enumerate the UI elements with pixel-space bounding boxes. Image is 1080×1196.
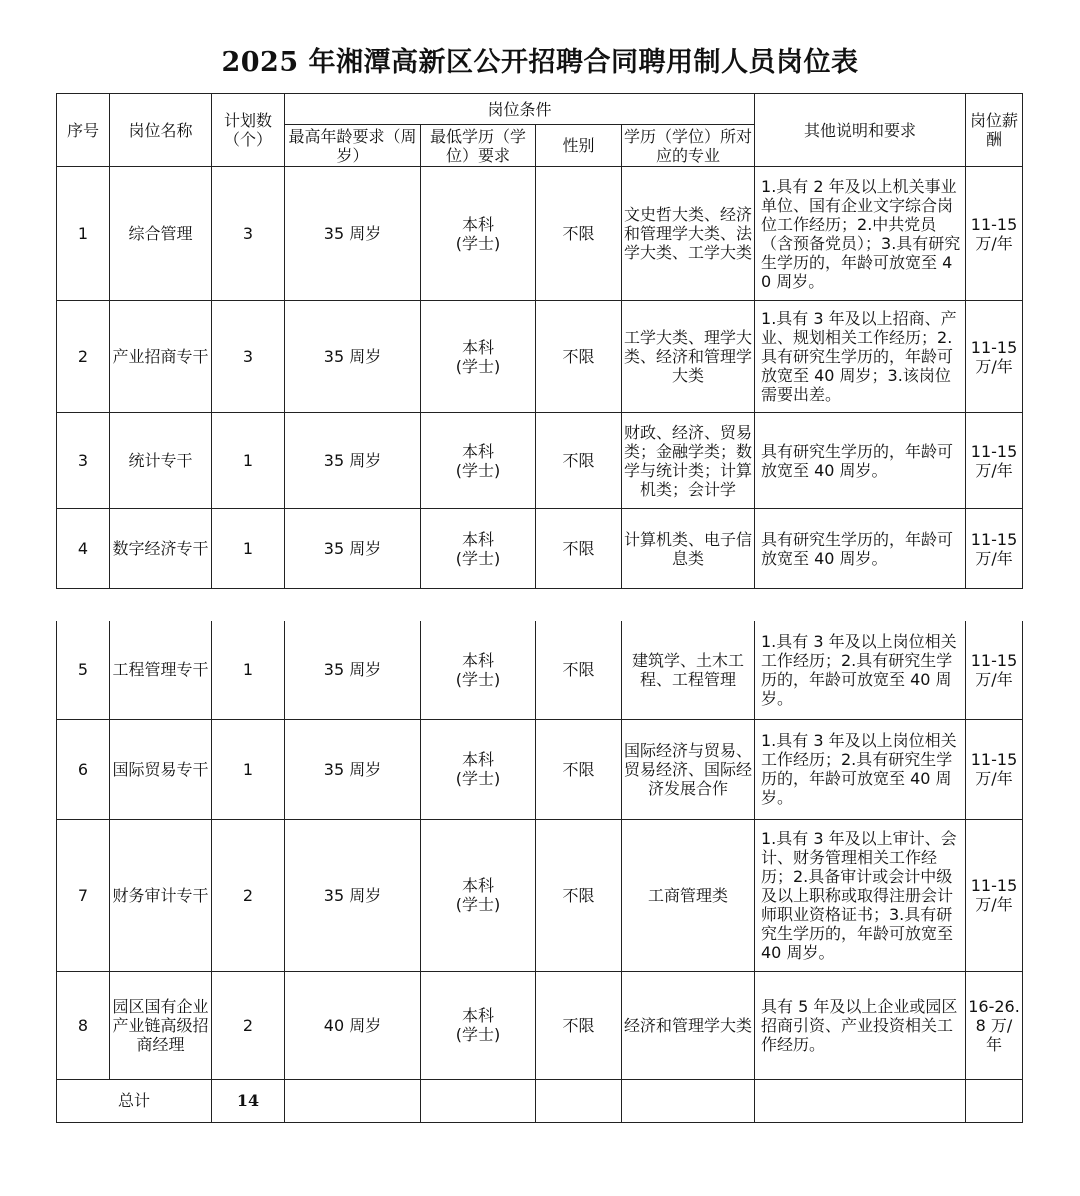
- header-position: 岗位名称: [110, 94, 212, 167]
- row-edu: [421, 167, 536, 301]
- row-edu: [421, 509, 536, 589]
- row-edu-title: (学士): [455, 895, 501, 914]
- row-major: 财政、经济、贸易类；金融学类；数学与统计类；计算机类；会计学: [622, 413, 755, 509]
- positions-table-bottom: [56, 621, 1023, 1123]
- row-edu-degree: 本科: [461, 214, 494, 234]
- total-empty-cell: [421, 1079, 536, 1122]
- row-edu: [421, 301, 536, 413]
- row-other: 1.具有 3 年及以上岗位相关工作经历；2.具有研究生学历的，年龄可放宽至 40 周岁。: [755, 719, 966, 819]
- row-plan: 3: [212, 167, 285, 301]
- row-plan: 2: [212, 971, 285, 1079]
- header-edu: 最低学历（学位）要求: [421, 125, 536, 167]
- row-position: 数字经济专干: [110, 509, 212, 589]
- row-salary: 11-15 万/年: [966, 819, 1023, 971]
- row-edu-title: (学士): [455, 460, 501, 480]
- row-edu-title: (学士): [455, 669, 501, 689]
- row-salary: 11-15 万/年: [966, 413, 1023, 509]
- row-major: 计算机类、电子信息类: [622, 509, 755, 589]
- row-other: 1.具有 3 年及以上招商、产业、规划相关工作经历；2.具有研究生学历的，年龄可放宽至 40 周岁；3.该岗位需要出差。: [755, 301, 966, 413]
- header-conditions: 岗位条件: [285, 94, 755, 125]
- row-age: 35 周岁: [285, 719, 421, 819]
- row-position: 综合管理: [110, 167, 212, 301]
- row-edu: [421, 621, 536, 719]
- row-edu-title: (学士): [455, 356, 501, 376]
- total-empty-cell: [536, 1079, 622, 1122]
- row-edu: [421, 413, 536, 509]
- row-age: 35 周岁: [285, 167, 421, 301]
- row-plan: 1: [212, 509, 285, 589]
- row-age: 35 周岁: [285, 413, 421, 509]
- row-gender: 不限: [536, 971, 622, 1079]
- header-plan: 计划数（个）: [212, 94, 285, 167]
- row-plan: 1: [212, 719, 285, 819]
- row-edu-degree: 本科: [461, 876, 494, 895]
- row-other: 1.具有 3 年及以上审计、会计、财务管理相关工作经历；2.具备审计或会计中级及以上职称或取得注册会计师职业资格证书；3.具有研究生学历的，年龄可放宽至 40 周岁。: [755, 819, 966, 971]
- row-position: 工程管理专干: [110, 621, 212, 719]
- table-row: [57, 509, 1023, 589]
- row-edu-degree: 本科: [461, 750, 494, 769]
- row-seq: 1: [57, 167, 110, 301]
- total-empty-cell: [285, 1079, 421, 1122]
- table-row: [57, 167, 1023, 301]
- total-value: 14: [212, 1079, 285, 1122]
- row-other: 1.具有 3 年及以上岗位相关工作经历；2.具有研究生学历的，年龄可放宽至 40 周岁。: [755, 621, 966, 719]
- row-age: 35 周岁: [285, 819, 421, 971]
- row-seq: 2: [57, 301, 110, 413]
- row-plan: 3: [212, 301, 285, 413]
- row-edu: [421, 719, 536, 819]
- row-major: 国际经济与贸易、贸易经济、国际经济发展合作: [622, 719, 755, 819]
- total-row: [57, 1079, 1023, 1122]
- row-seq: 6: [57, 719, 110, 819]
- row-salary: 11-15 万/年: [966, 621, 1023, 719]
- row-major: 工学大类、理学大类、经济和管理学大类: [622, 301, 755, 413]
- row-edu-title: (学士): [455, 233, 501, 253]
- row-position: 国际贸易专干: [110, 719, 212, 819]
- row-gender: 不限: [536, 621, 622, 719]
- row-plan: 1: [212, 621, 285, 719]
- row-age: 35 周岁: [285, 509, 421, 589]
- row-position: 财务审计专干: [110, 819, 212, 971]
- row-plan: 2: [212, 819, 285, 971]
- row-edu-title: (学士): [455, 1025, 501, 1044]
- row-position: 园区国有企业产业链高级招商经理: [110, 971, 212, 1079]
- row-plan: 1: [212, 413, 285, 509]
- row-position: 统计专干: [110, 413, 212, 509]
- table-row: [57, 301, 1023, 413]
- row-salary: 11-15 万/年: [966, 719, 1023, 819]
- table-row: [57, 719, 1023, 819]
- row-edu-degree: 本科: [461, 1006, 494, 1025]
- row-position: 产业招商专干: [110, 301, 212, 413]
- table-row: [57, 621, 1023, 719]
- row-salary: 11-15 万/年: [966, 509, 1023, 589]
- row-edu-title: (学士): [455, 548, 501, 568]
- row-age: 35 周岁: [285, 621, 421, 719]
- header-age: 最高年龄要求（周岁）: [285, 125, 421, 167]
- total-empty-cell: [755, 1079, 966, 1122]
- row-gender: 不限: [536, 301, 622, 413]
- table-row: [57, 971, 1023, 1079]
- header-other: 其他说明和要求: [755, 94, 966, 167]
- row-edu-degree: 本科: [461, 337, 494, 357]
- row-major: 建筑学、土木工程、工程管理: [622, 621, 755, 719]
- row-salary: 11-15 万/年: [966, 301, 1023, 413]
- row-seq: 7: [57, 819, 110, 971]
- row-other: 具有研究生学历的，年龄可放宽至 40 周岁。: [755, 509, 966, 589]
- row-other: 具有研究生学历的，年龄可放宽至 40 周岁。: [755, 413, 966, 509]
- row-salary: 16-26.8 万/年: [966, 971, 1023, 1079]
- table-row: [57, 413, 1023, 509]
- header-seq: 序号: [57, 94, 110, 167]
- row-gender: 不限: [536, 819, 622, 971]
- row-other: 具有 5 年及以上企业或园区招商引资、产业投资相关工作经历。: [755, 971, 966, 1079]
- row-major: 工商管理类: [622, 819, 755, 971]
- row-major: 经济和管理学大类: [622, 971, 755, 1079]
- row-age: 40 周岁: [285, 971, 421, 1079]
- header-row-1: [57, 94, 1023, 125]
- row-age: 35 周岁: [285, 301, 421, 413]
- header-major: 学历（学位）所对应的专业: [622, 125, 755, 167]
- row-edu-degree: 本科: [461, 441, 494, 461]
- header-gender: 性别: [536, 125, 622, 167]
- row-other: 1.具有 2 年及以上机关事业单位、国有企业文字综合岗位工作经历；2.中共党员（含预备党员）；3.具有研究生学历的，年龄可放宽至 40 周岁。: [755, 167, 966, 301]
- header-salary: 岗位薪酬: [966, 94, 1023, 167]
- positions-table-top: [56, 93, 1023, 589]
- row-edu: [421, 819, 536, 971]
- row-seq: 4: [57, 509, 110, 589]
- page-title: 2025 年湘潭高新区公开招聘合同聘用制人员岗位表: [221, 47, 859, 78]
- row-salary: 11-15 万/年: [966, 167, 1023, 301]
- row-edu: [421, 971, 536, 1079]
- row-seq: 8: [57, 971, 110, 1079]
- total-empty-cell: [622, 1079, 755, 1122]
- total-empty-cell: [966, 1079, 1023, 1122]
- row-edu-degree: 本科: [461, 650, 494, 670]
- row-gender: 不限: [536, 719, 622, 819]
- row-gender: 不限: [536, 167, 622, 301]
- table-row: [57, 819, 1023, 971]
- row-seq: 5: [57, 621, 110, 719]
- row-major: 文史哲大类、经济和管理学大类、法学大类、工学大类: [622, 167, 755, 301]
- row-edu-degree: 本科: [461, 529, 494, 549]
- row-seq: 3: [57, 413, 110, 509]
- total-label: 总计: [57, 1079, 212, 1122]
- row-gender: 不限: [536, 413, 622, 509]
- row-gender: 不限: [536, 509, 622, 589]
- row-edu-title: (学士): [455, 769, 501, 788]
